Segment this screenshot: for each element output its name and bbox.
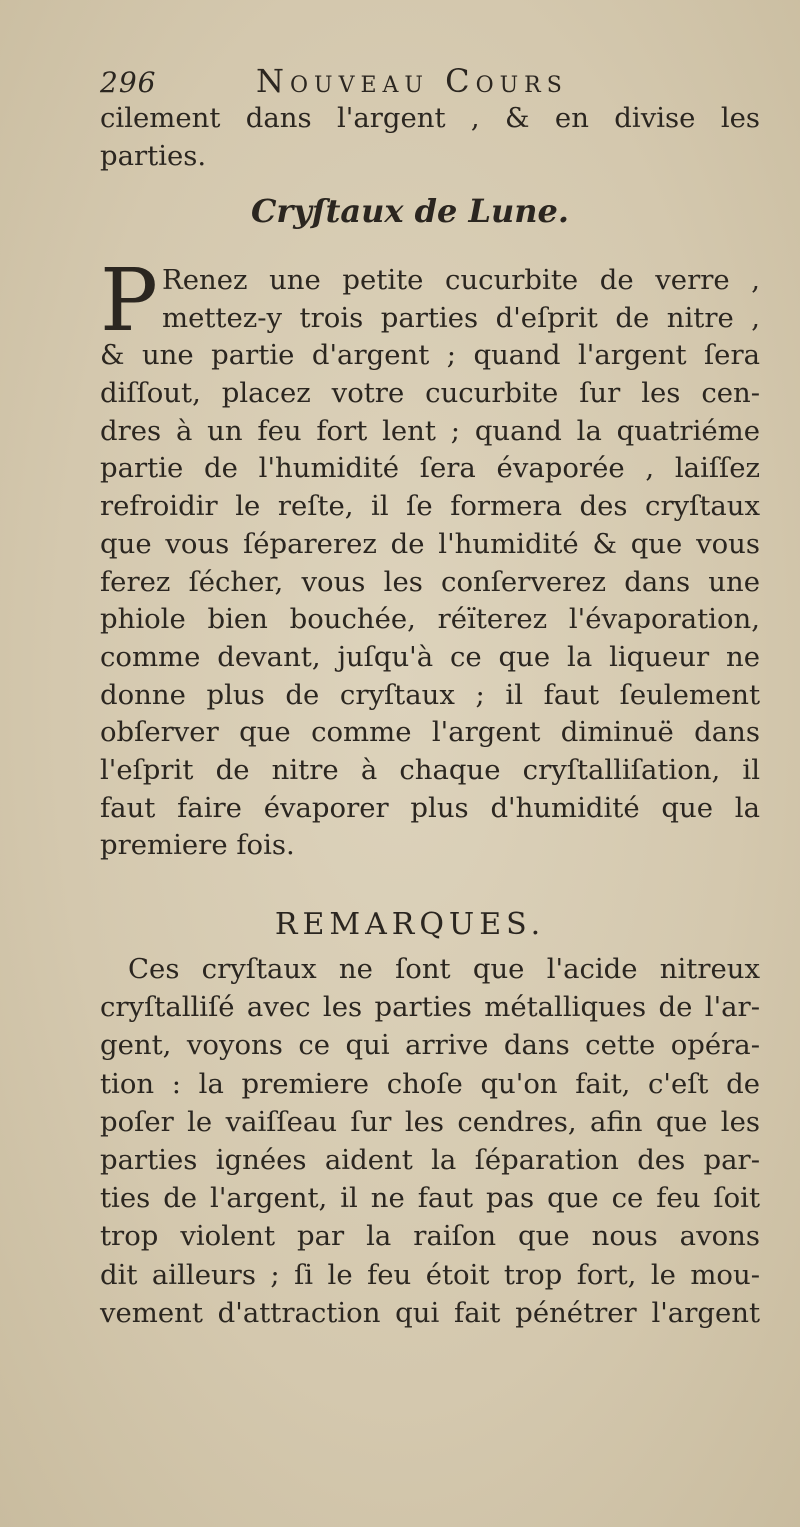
text-line: ties de l'argent, il ne faut pas que ce feu ſoit	[100, 1182, 760, 1215]
intro-text	[100, 100, 760, 175]
text-line: premiere fois.	[100, 829, 295, 862]
text-line: parties ignées aident la ſéparation des par-	[100, 1143, 760, 1176]
text-line: dres à un feu fort lent ; quand la quatriéme	[100, 414, 760, 447]
text-line: donne plus de cryſtaux ; il faut ſeulement	[100, 678, 760, 711]
text-line: trop violent par la raiſon que nous avons	[100, 1220, 760, 1253]
text-line: comme devant, juſqu'à ce que la liqueur ne	[100, 640, 760, 673]
text-line: Ces cryſtaux ne ſont que l'acide nitreux	[128, 953, 760, 985]
remarques-heading: REMARQUES.	[274, 907, 546, 942]
recipe-paragraph	[100, 251, 760, 865]
remarques-paragraph	[100, 950, 760, 1332]
text-line: partie de l'humidité ſera évaporée , laiſſez	[100, 452, 760, 485]
text-line: faut faire évaporer plus d'humidité que la	[100, 791, 760, 824]
text-line: cilement dans l'argent , & en divise les	[100, 102, 760, 134]
text-line: que vous ſéparerez de l'humidité & que vous	[100, 527, 760, 560]
text-line: refroidir le reſte, il ſe formera des cryſtaux	[100, 490, 760, 523]
text-line: dit ailleurs ; ſi le feu étoit trop fort, le mou-	[100, 1258, 760, 1291]
text-line: vement d'attraction qui fait pénétrer l'argent	[100, 1296, 760, 1329]
running-head: Nouveau Cours	[256, 62, 568, 100]
text-line: poſer le vaiſſeau ſur les cendres, afin que les	[100, 1105, 760, 1138]
text-line: obſerver que comme l'argent diminuë dans	[100, 716, 760, 749]
section-title: Cryſtaux de Lune.	[250, 192, 570, 230]
text-line: cryſtalliſé avec les parties métalliques de l'ar-	[100, 991, 760, 1024]
drop-cap: P	[100, 251, 158, 351]
text-line: parties.	[100, 139, 207, 172]
text-line: l'eſprit de nitre à chaque cryſtalliſation, il	[100, 753, 760, 786]
text-line: phiole bien bouchée, réïterez l'évaporation,	[100, 603, 760, 636]
text-line: ferez ſécher, vous les conſerverez dans une	[100, 565, 760, 598]
text-line: gent, voyons ce qui arrive dans cette opéra-	[100, 1029, 760, 1062]
text-line: diſſout, placez votre cucurbite ſur les cen-	[100, 377, 760, 410]
page-number: 296	[100, 66, 157, 99]
text-line: mettez-y trois parties d'eſprit de nitre ,	[162, 301, 760, 334]
text-line: Renez une petite cucurbite de verre ,	[162, 264, 760, 296]
text-line: & une partie d'argent ; quand l'argent ſera	[100, 339, 760, 372]
text-line: tion : la premiere choſe qu'on fait, c'eſt de	[100, 1067, 760, 1100]
